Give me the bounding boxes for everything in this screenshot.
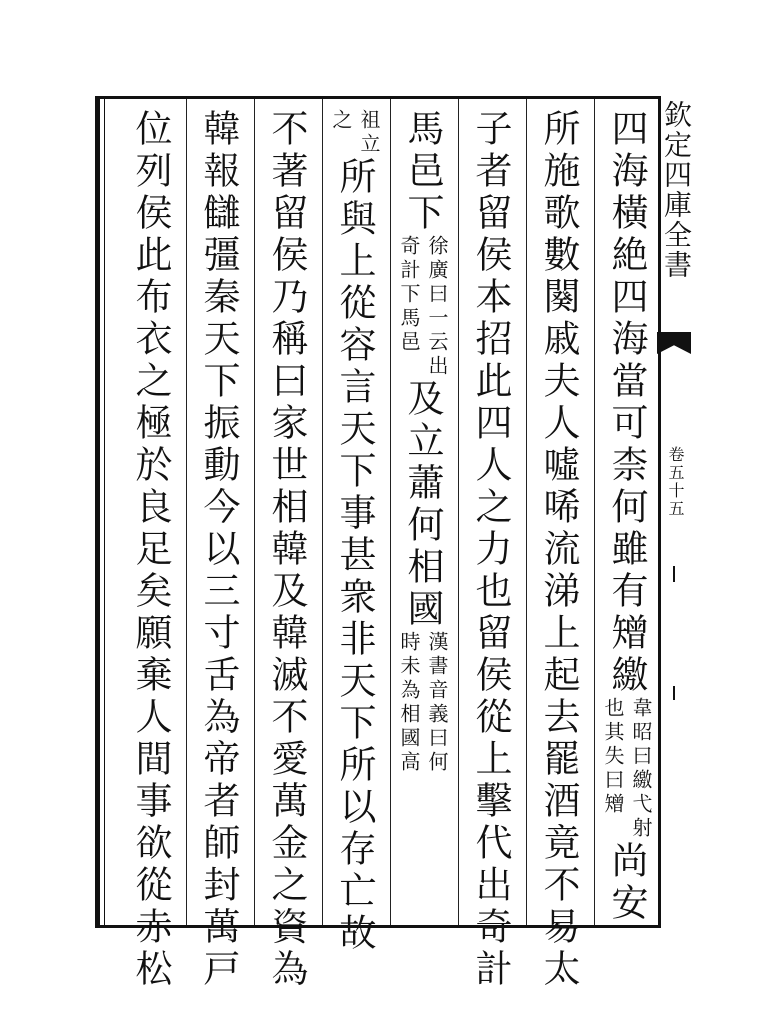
main-text: 馬邑下	[401, 109, 444, 235]
main-text: 所施歌數闋戚夫人噓唏流涕上起去罷酒竟不易太	[537, 109, 580, 991]
annotation-line: 漢書音義曰何	[425, 631, 449, 775]
text-column	[258, 109, 314, 991]
main-text: 及立蕭何相國	[401, 379, 444, 631]
column-separator	[186, 99, 187, 925]
annotation-line: 祖立	[357, 109, 381, 157]
main-text: 所與上從容言天下事甚衆非天下所以存亡故	[333, 157, 376, 955]
column-separator	[254, 99, 255, 925]
annotation	[396, 631, 450, 775]
text-column	[598, 109, 654, 925]
annotation-line: 時未為相國高	[397, 631, 421, 775]
text-column	[462, 109, 518, 991]
column-separator	[458, 99, 459, 925]
book-title: 欽定四庫全書	[660, 100, 693, 280]
margin-tick	[673, 566, 675, 582]
margin-tick	[673, 686, 675, 700]
main-text: 不著留侯乃稱曰家世相韓及韓滅不愛萬金之資為	[265, 109, 308, 991]
annotation-line: 韋昭曰繳弋射	[629, 697, 653, 841]
column-separator	[390, 99, 391, 925]
column-separator	[322, 99, 323, 925]
annotation-line: 徐廣曰一云出	[425, 235, 449, 379]
page-frame	[95, 96, 661, 991]
annotation-line: 也其失曰矰	[601, 697, 625, 817]
page-margin	[655, 96, 695, 922]
main-text: 韓報讎彊秦天下振動今以三寸舌為帝者師封萬戸	[197, 109, 240, 991]
annotation-line: 之	[329, 109, 353, 133]
text-column	[394, 109, 450, 775]
annotation	[396, 235, 450, 379]
text-column	[326, 109, 382, 955]
text-column	[122, 109, 178, 991]
fishtail-mark	[657, 332, 691, 354]
text-column	[190, 109, 246, 991]
juan-number: 卷五十五	[666, 446, 685, 518]
text-column	[530, 109, 586, 991]
main-text: 子者留侯本招此四人之力也留侯從上擊代出奇計	[469, 109, 512, 991]
main-text: 四海橫絶四海當可柰何雖有矰繳	[605, 109, 648, 697]
annotation	[328, 109, 382, 157]
annotation	[600, 697, 654, 841]
inner-border	[104, 99, 105, 925]
annotation-line: 奇計下馬邑	[397, 235, 421, 355]
column-separator	[594, 99, 595, 925]
column-separator	[526, 99, 527, 925]
main-text: 位列侯此布衣之極於良足矣願棄人間事欲從赤松	[129, 109, 172, 991]
main-text: 尚安	[605, 841, 648, 925]
